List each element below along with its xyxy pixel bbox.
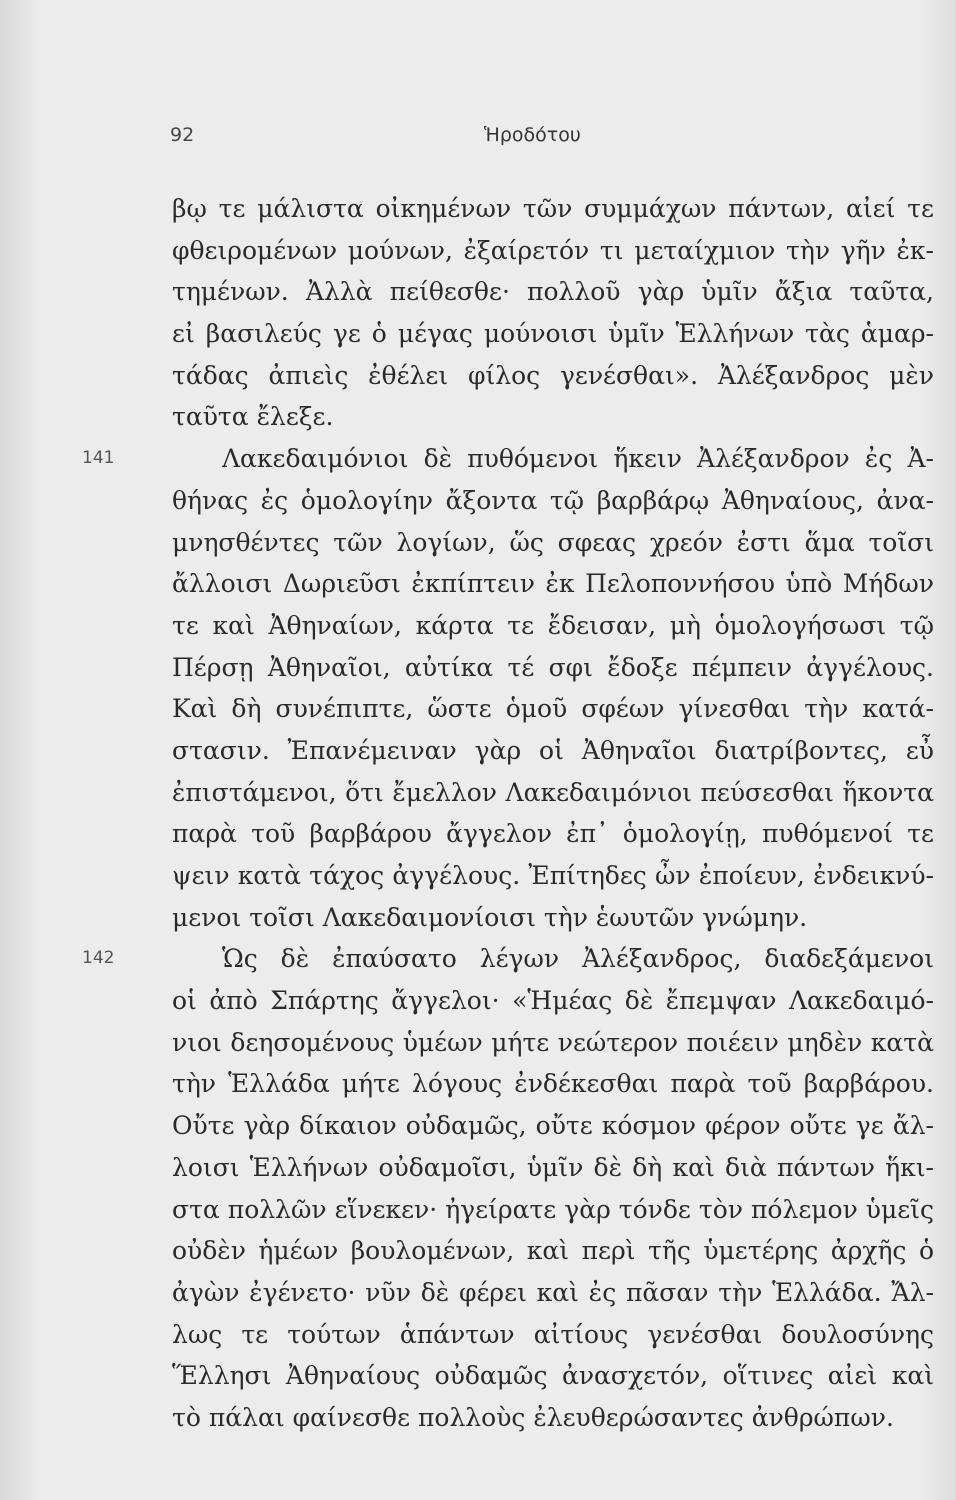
line-text: ἀγὼν ἐγένετο· νῦν δὲ φέρει καὶ ἐς πᾶσαν τὴν Ἑλλάδα. Ἄλ- (172, 1277, 934, 1307)
page-header (0, 124, 956, 154)
line-text: Ὡς δὲ ἐπαύσατο λέγων Ἀλέξανδρος, διαδεξάμενοι (222, 944, 934, 974)
text-line (172, 688, 934, 730)
text-line (172, 1147, 934, 1189)
text-line (172, 522, 934, 564)
line-text: βῳ τε μάλιστα οἰκημένων τῶν συμμάχων πάντων, αἰεί τε (172, 194, 934, 223)
text-line (172, 980, 934, 1022)
text-line (172, 1063, 934, 1105)
text-line (172, 1314, 934, 1356)
line-text: μενοι τοῖσι Λακεδαιμονίοισι τὴν ἑωυτῶν γνώμην. (172, 902, 808, 932)
text-line (82, 938, 934, 980)
line-text: τημένων. Ἀλλὰ πείθεσθε· πολλοῦ γὰρ ὑμῖν ἄξια ταῦτα, (172, 277, 934, 307)
text-line (172, 772, 934, 814)
text-line (82, 438, 934, 480)
section-number: 142 (82, 948, 115, 969)
line-text: στα πολλῶν εἵνεκεν· ἠγείρατε γὰρ τόνδε τὸν πόλεμον ὑμεῖς (172, 1194, 934, 1224)
line-text: Οὔτε γὰρ δίκαιον οὐδαμῶς, οὔτε κόσμον φέρον οὔτε γε ἄλ- (172, 1111, 934, 1141)
text-line (172, 1189, 934, 1231)
text-line (172, 1355, 934, 1397)
text-line (172, 1105, 934, 1147)
section-number: 141 (82, 448, 115, 469)
line-text: ταῦτα ἔλεξε. (172, 402, 334, 432)
line-text: Πέρσῃ Ἀθηναῖοι, αὐτίκα τέ σφι ἔδοξε πέμπειν ἀγγέλους. (172, 652, 934, 682)
page-number: 92 (170, 124, 195, 146)
text-line (172, 813, 934, 855)
line-text: ψειν κατὰ τάχος ἀγγέλους. Ἐπίτηδες ὦν ἐποίευν, ἐνδεικνύ- (172, 861, 934, 890)
text-line (172, 730, 934, 772)
line-text: παρὰ τοῦ βαρβάρου ἄγγελον ἐπ᾽ ὁμολογίῃ, πυθόμενοί τε (172, 819, 934, 849)
text-line (172, 1230, 934, 1272)
line-text: εἰ βασιλεύς γε ὁ μέγας μούνοισι ὑμῖν Ἑλλήνων τὰς ἁμαρ- (172, 319, 934, 349)
text-line (172, 605, 934, 647)
line-text: Ἕλλησι Ἀθηναίους οὐδαμῶς ἀνασχετόν, οἵτινες αἰεὶ καὶ (172, 1361, 934, 1391)
line-text: λοισι Ἑλλήνων οὐδαμοῖσι, ὑμῖν δὲ δὴ καὶ διὰ πάντων ἥκι- (172, 1152, 934, 1182)
line-text: ἐπιστάμενοι, ὅτι ἔμελλον Λακεδαιμόνιοι πεύσεσθαι ἥκοντα (172, 777, 934, 807)
line-text: ἄλλοισι Δωριεῦσι ἐκπίπτειν ἐκ Πελοποννήσου ὑπὸ Μήδων (172, 569, 934, 599)
line-text: τε καὶ Ἀθηναίων, κάρτα τε ἔδεισαν, μὴ ὁμολογήσωσι τῷ (172, 610, 934, 640)
body-text (82, 188, 934, 1439)
line-text: στασιν. Ἐπανέμειναν γὰρ οἱ Ἀθηναῖοι διατρίβοντες, εὖ (172, 735, 934, 765)
text-line (172, 1272, 934, 1314)
text-line (172, 188, 934, 230)
text-line (172, 355, 934, 397)
text-line (172, 647, 934, 689)
line-text: νιοι δεησομένους ὑμέων μήτε νεώτερον ποιέειν μηδὲν κατὰ (172, 1027, 934, 1057)
line-text: τάδας ἀπιεὶς ἐθέλει φίλος γενέσθαι». Ἀλέξανδρος μὲν (172, 360, 934, 390)
text-line (172, 313, 934, 355)
text-line (172, 271, 934, 313)
text-line (172, 855, 934, 897)
running-title: Ἡροδότου (484, 124, 581, 146)
text-line (172, 1397, 934, 1439)
line-text: τὸ πάλαι φαίνεσθε πολλοὺς ἐλευθερώσαντες ἀνθρώπων. (172, 1402, 894, 1432)
line-text: Καὶ δὴ συνέπιπτε, ὥστε ὁμοῦ σφέων γίνεσθαι τὴν κατά- (172, 694, 934, 724)
text-line (172, 396, 934, 438)
text-line (172, 563, 934, 605)
line-text: μνησθέντες τῶν λογίων, ὥς σφεας χρεόν ἐστι ἅμα τοῖσι (172, 527, 934, 557)
line-text: τὴν Ἑλλάδα μήτε λόγους ἐνδέκεσθαι παρὰ τοῦ βαρβάρου. (172, 1069, 934, 1099)
line-text: οἱ ἀπὸ Σπάρτης ἄγγελοι· «Ἡμέας δὲ ἔπεμψαν Λακεδαιμό- (172, 986, 934, 1016)
line-text: Λακεδαιμόνιοι δὲ πυθόμενοι ἥκειν Ἀλέξανδρον ἐς Ἀ- (222, 444, 934, 474)
line-text: φθειρομένων μούνων, ἐξαίρετόν τι μεταίχμιον τὴν γῆν ἐκ- (172, 235, 934, 265)
text-line (172, 230, 934, 272)
text-line (172, 897, 934, 939)
text-line (172, 480, 934, 522)
line-text: θήνας ἐς ὁμολογίην ἄξοντα τῷ βαρβάρῳ Ἀθηναίους, ἀνα- (172, 485, 934, 515)
text-line (172, 1022, 934, 1064)
line-text: οὐδὲν ἡμέων βουλομένων, καὶ περὶ τῆς ὑμετέρης ἀρχῆς ὁ (172, 1236, 934, 1266)
line-text: λως τε τούτων ἁπάντων αἰτίους γενέσθαι δουλοσύνης (172, 1319, 934, 1349)
